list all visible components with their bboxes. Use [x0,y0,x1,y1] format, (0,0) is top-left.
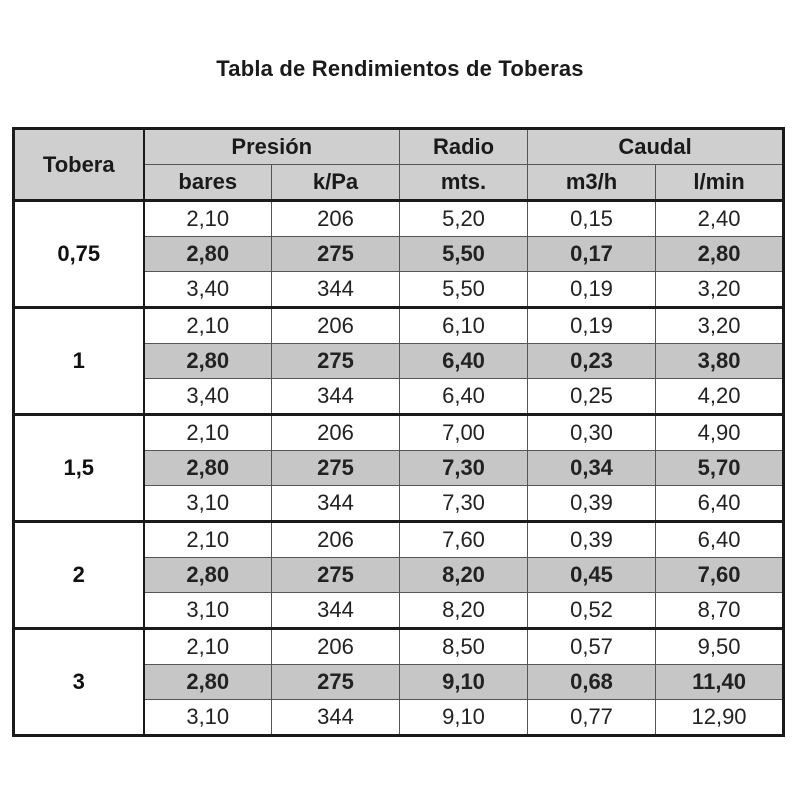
cell-m3h: 0,19 [528,308,656,344]
table-body [14,201,784,736]
cell-kpa: 344 [272,486,400,522]
cell-mts: 5,50 [400,237,528,272]
tobera-cell: 1 [14,308,144,415]
cell-m3h: 0,39 [528,486,656,522]
cell-lmin: 3,80 [656,344,784,379]
cell-mts: 9,10 [400,700,528,736]
cell-kpa: 344 [272,700,400,736]
tobera-cell: 3 [14,629,144,736]
cell-lmin: 12,90 [656,700,784,736]
header-tobera: Tobera [14,129,144,201]
cell-kpa: 275 [272,665,400,700]
cell-m3h: 0,68 [528,665,656,700]
cell-mts: 6,40 [400,344,528,379]
cell-bares: 2,10 [144,201,272,237]
cell-m3h: 0,23 [528,344,656,379]
cell-mts: 8,20 [400,593,528,629]
performance-table [12,127,785,737]
cell-m3h: 0,52 [528,593,656,629]
header-kpa: k/Pa [272,165,400,201]
cell-lmin: 7,60 [656,558,784,593]
cell-kpa: 206 [272,629,400,665]
cell-bares: 2,80 [144,344,272,379]
cell-mts: 8,20 [400,558,528,593]
cell-mts: 7,30 [400,451,528,486]
cell-bares: 2,80 [144,558,272,593]
cell-m3h: 0,15 [528,201,656,237]
cell-m3h: 0,17 [528,237,656,272]
cell-m3h: 0,34 [528,451,656,486]
cell-lmin: 6,40 [656,522,784,558]
cell-bares: 3,40 [144,379,272,415]
cell-bares: 3,10 [144,700,272,736]
cell-bares: 3,10 [144,593,272,629]
cell-bares: 2,10 [144,308,272,344]
cell-kpa: 206 [272,415,400,451]
cell-m3h: 0,30 [528,415,656,451]
cell-mts: 5,20 [400,201,528,237]
cell-lmin: 3,20 [656,308,784,344]
cell-mts: 7,00 [400,415,528,451]
cell-bares: 3,10 [144,486,272,522]
cell-kpa: 275 [272,237,400,272]
cell-bares: 2,80 [144,237,272,272]
cell-mts: 6,40 [400,379,528,415]
table-row [14,201,784,237]
cell-lmin: 2,40 [656,201,784,237]
cell-m3h: 0,39 [528,522,656,558]
cell-bares: 2,10 [144,415,272,451]
cell-lmin: 9,50 [656,629,784,665]
cell-mts: 6,10 [400,308,528,344]
tobera-cell: 2 [14,522,144,629]
table-row [14,522,784,558]
cell-kpa: 275 [272,344,400,379]
cell-lmin: 11,40 [656,665,784,700]
cell-lmin: 4,20 [656,379,784,415]
cell-kpa: 275 [272,558,400,593]
cell-lmin: 3,20 [656,272,784,308]
cell-kpa: 344 [272,379,400,415]
cell-kpa: 206 [272,522,400,558]
cell-bares: 3,40 [144,272,272,308]
header-m3h: m3/h [528,165,656,201]
cell-mts: 5,50 [400,272,528,308]
cell-bares: 2,10 [144,522,272,558]
table-row [14,308,784,344]
cell-lmin: 6,40 [656,486,784,522]
cell-lmin: 4,90 [656,415,784,451]
header-radio: Radio [400,129,528,165]
header-bares: bares [144,165,272,201]
cell-mts: 9,10 [400,665,528,700]
header-presion: Presión [144,129,400,165]
cell-bares: 2,80 [144,665,272,700]
header-lmin: l/min [656,165,784,201]
table-row [14,415,784,451]
table-row [14,629,784,665]
cell-bares: 2,80 [144,451,272,486]
cell-mts: 7,60 [400,522,528,558]
header-caudal: Caudal [528,129,784,165]
cell-mts: 8,50 [400,629,528,665]
cell-kpa: 344 [272,593,400,629]
cell-bares: 2,10 [144,629,272,665]
cell-m3h: 0,19 [528,272,656,308]
cell-kpa: 275 [272,451,400,486]
page-title: Tabla de Rendimientos de Toberas [216,56,584,81]
cell-lmin: 2,80 [656,237,784,272]
cell-mts: 7,30 [400,486,528,522]
cell-m3h: 0,57 [528,629,656,665]
cell-kpa: 344 [272,272,400,308]
cell-lmin: 5,70 [656,451,784,486]
tobera-cell: 0,75 [14,201,144,308]
cell-m3h: 0,25 [528,379,656,415]
cell-kpa: 206 [272,308,400,344]
cell-m3h: 0,77 [528,700,656,736]
header-mts: mts. [400,165,528,201]
cell-lmin: 8,70 [656,593,784,629]
cell-m3h: 0,45 [528,558,656,593]
tobera-cell: 1,5 [14,415,144,522]
cell-kpa: 206 [272,201,400,237]
